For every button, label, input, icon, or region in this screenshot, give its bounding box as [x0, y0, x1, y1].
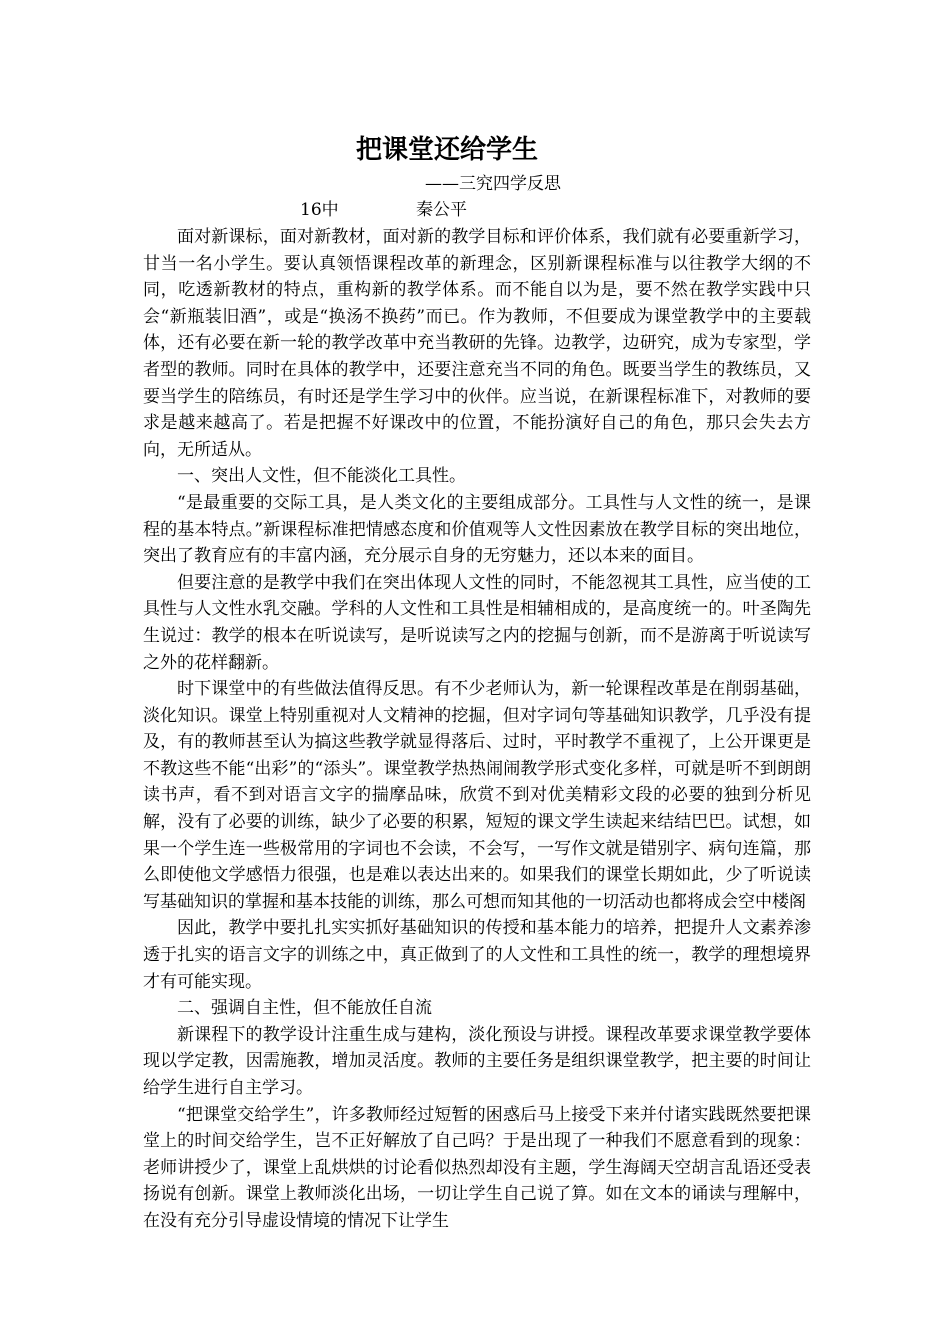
paragraph: “把课堂交给学生”，许多教师经过短暂的困惑后马上接受下来并付诸实践既然要把课堂上的时间交给学生，岂不正好解放了自己吗？于是出现了一种我们不愿意看到的现象：老师讲授少了，课堂上乱烘烘的讨论看似热烈却没有主题，学生海阔天空胡言乱语还受表扬说有创新。课堂上教师淡化出场，一切让学生自己说了算。如在文本的诵读与理解中，在没有充分引导虚设情境的情况下让学生 [143, 1104, 811, 1231]
paragraph: 新课程下的教学设计注重生成与建构，淡化预设与讲授。课程改革要求课堂教学要体现以学定教，因需施教，增加灵活度。教师的主要任务是组织课堂教学，把主要的时间让给学生进行自主学习。 [143, 1024, 811, 1098]
author-name: 秦公平 [416, 200, 467, 220]
paragraph: “是最重要的交际工具，是人类文化的主要组成部分。工具性与人文性的统一，是课程的基本特点。”新课程标准把情感态度和价值观等人文性因素放在教学目标的突出地位，突出了教育应有的丰富内涵，充分展示自身的无穷魅力，还以本来的面目。 [143, 492, 811, 567]
school-name: 16中 [300, 200, 339, 220]
paragraph: 因此，教学中要扎扎实实抓好基础知识的传授和基本能力的培养，把提升人文素养渗透于扎实的语言文字的训练之中，真正做到了的人文性和工具性的统一，教学的理想境界才有可能实现。 [143, 918, 811, 992]
section-heading: 二、强调自主性，但不能放任自流 [177, 998, 432, 1019]
author-line [143, 196, 811, 224]
document-title: 把课堂还给学生 [355, 135, 538, 165]
paragraph: 面对新课标，面对新教材，面对新的教学目标和评价体系，我们就有必要重新学习，甘当一名小学生。要认真领悟课程改革的新理念，区别新课程标准与以往教学大纲的不同，吃透新教材的特点，重构新的教学体系。而不能自以为是，要不然在教学实践中只会“新瓶装旧酒”，或是“换汤不换药”而已。作为教师，不但要成为课堂教学中的主要载体，还有必要在新一轮的教学改革中充当教研的先锋。边教学，边研究，成为专家型，学者型的教师。同时在具体的教学中，还要注意充当不同的角色。既要当学生的教练员，又要当学生的陪练员，有时还是学生学习中的伙伴。应当说，在新课程标准下，对教师的要求是越来越高了。若是把握不好课改中的位置，不能扮演好自己的角色，那只会失去方向，无所适从。 [143, 227, 811, 460]
paragraph: 但要注意的是教学中我们在突出体现人文性的同时，不能忽视其工具性，应当使的工具性与人文性水乳交融。学科的人文性和工具性是相辅相成的，是高度统一的。叶圣陶先生说过：教学的根本在听说读写，是听说读写之内的挖掘与创新，而不是游离于听说读写之外的花样翻新。 [143, 572, 811, 673]
section-heading: 一、突出人文性，但不能淡化工具性。 [177, 466, 466, 487]
document-page [143, 130, 811, 1235]
document-subtitle: ——三究四学反思 [425, 174, 561, 194]
paragraph: 时下课堂中的有些做法值得反思。有不少老师认为，新一轮课程改革是在削弱基础，淡化知识。课堂上特别重视对人文精神的挖掘，但对字词句等基础知识教学，几乎没有提及，有的教师甚至认为搞这些教学就显得落后、过时，平时教学不重视了，上公开课更是不教这些不能“出彩”的“添头”。课堂教学热热闹闹教学形式变化多样，可就是听不到朗朗读书声，看不到对语言文字的揣摩品味，欣赏不到对优美精彩文段的必要的独到分析见解，没有了必要的训练，缺少了必要的积累，短短的课文学生读起来结结巴巴。试想，如果一个学生连一些极常用的字词也不会读，不会写，一写作文就是错别字、病句连篇，那么即使他文学感悟力很强，也是难以表达出来的。如果我们的课堂长期如此，少了听说读写基础知识的掌握和基本技能的训练，那么可想而知其他的一切活动也都将成会空中楼阁 [143, 679, 811, 912]
